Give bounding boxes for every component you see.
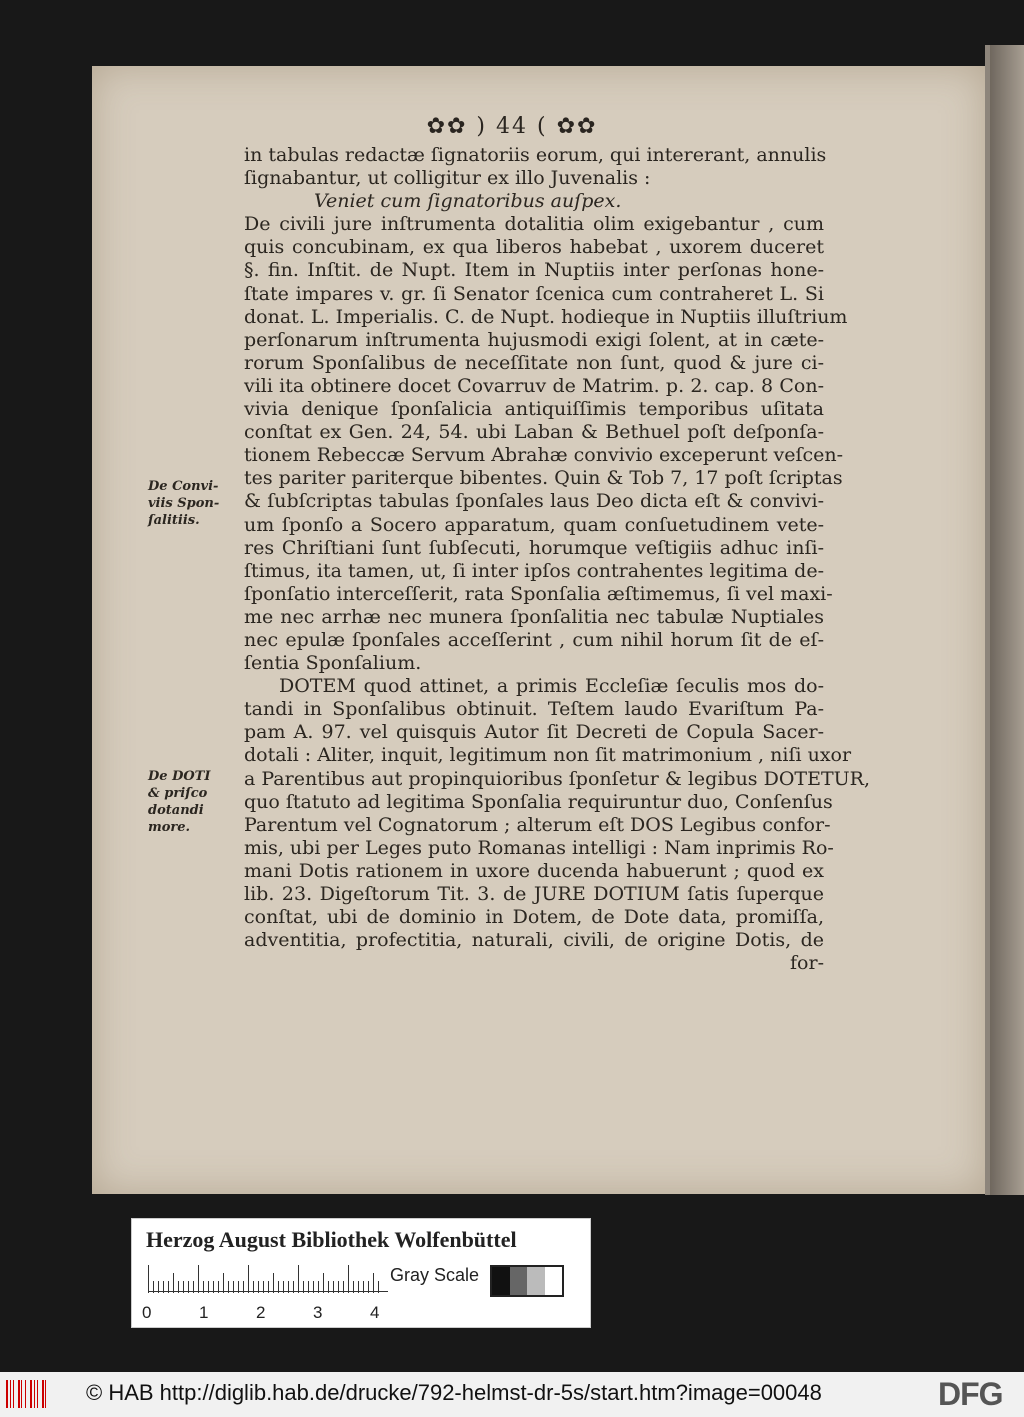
ruler-tick bbox=[148, 1265, 149, 1293]
margin-note-line: De DOTI bbox=[148, 769, 211, 784]
text-line: mis, ubi per Leges puto Romanas intelligi : Nam inprimis Ro- bbox=[244, 836, 834, 859]
ruler-number: 2 bbox=[256, 1303, 266, 1322]
margin-note-dos bbox=[148, 768, 210, 836]
ruler-tick bbox=[343, 1281, 344, 1293]
text-line: dotali : Aliter, inquit, legitimum non ſit matrimonium , niſi uxor bbox=[244, 744, 852, 767]
margin-note-line: dotandi bbox=[148, 803, 204, 818]
page-number: ✿✿ ) 44 ( ✿✿ bbox=[426, 114, 598, 139]
gray-swatch bbox=[510, 1267, 528, 1295]
ruler-tick bbox=[353, 1281, 354, 1293]
ruler-number: 4 bbox=[370, 1303, 380, 1322]
library-name: Herzog August Bibliothek Wolfenbüttel bbox=[146, 1227, 517, 1252]
text-line: & ſubſcriptas tabulas ſponſales laus Deo dicta eſt & convivi- bbox=[244, 490, 824, 513]
ruler-tick bbox=[168, 1281, 169, 1293]
text-line: nec epulæ ſponſales acceſſerint , cum nihil horum ſit de eſ- bbox=[244, 628, 824, 651]
ruler-tick bbox=[313, 1281, 314, 1293]
text-line: tionem Rebeccæ Servum Abrahæ convivio exceperunt veſcen- bbox=[244, 444, 844, 467]
margin-note-convivia bbox=[148, 478, 219, 529]
ruler-tick bbox=[253, 1281, 254, 1293]
ruler-tick bbox=[238, 1281, 239, 1293]
ruler-tick bbox=[303, 1281, 304, 1293]
ruler-tick bbox=[273, 1273, 274, 1293]
ruler-tick bbox=[308, 1281, 309, 1293]
ruler-tick bbox=[348, 1265, 349, 1293]
text-line: for- bbox=[790, 952, 824, 975]
ruler-tick bbox=[233, 1281, 234, 1293]
ruler-tick bbox=[193, 1281, 194, 1293]
ruler-tick bbox=[218, 1281, 219, 1293]
ruler-tick bbox=[363, 1281, 364, 1293]
ruler-tick bbox=[298, 1265, 299, 1293]
text-line: ſignabantur, ut colligitur ex illo Juvenalis : bbox=[244, 167, 651, 190]
text-line: DOTEM quod attinet, a primis Eccleſiæ ſeculis mos do- bbox=[279, 675, 824, 698]
barcode-icon bbox=[6, 1380, 48, 1408]
ruler-numbers bbox=[142, 1303, 392, 1323]
color-scale-card bbox=[131, 1218, 591, 1328]
ruler-number: 1 bbox=[199, 1303, 209, 1322]
text-line: quis concubinam, ex qua liberos habebat , uxorem duceret bbox=[244, 236, 824, 259]
ruler-tick bbox=[248, 1265, 249, 1293]
text-line: vivia denique ſponſalicia antiquiſſimis temporibus uſitata bbox=[244, 398, 824, 421]
gray-scale-label: Gray Scale bbox=[390, 1265, 480, 1285]
text-line: ſentia Sponſalium. bbox=[244, 652, 422, 675]
ruler-tick bbox=[173, 1273, 174, 1293]
ruler-tick bbox=[378, 1281, 379, 1293]
text-line: Parentum vel Cognatorum ; alterum eſt DOS Legibus confor- bbox=[244, 813, 831, 836]
ruler-tick bbox=[338, 1281, 339, 1293]
margin-note-line: De Convi- bbox=[148, 479, 219, 494]
text-line: um ſponſo a Socero apparatum, quam conſuetudinem vete- bbox=[244, 513, 824, 536]
ruler bbox=[148, 1263, 388, 1293]
ruler-tick bbox=[163, 1281, 164, 1293]
text-line: §. fin. Inſtit. de Nupt. Item in Nuptiis inter perſonas hone- bbox=[244, 259, 824, 282]
ruler-tick bbox=[328, 1281, 329, 1293]
text-line: ſtimus, ita tamen, ut, ſi inter ipſos contrahentes legitima de- bbox=[244, 559, 824, 582]
ruler-tick bbox=[293, 1281, 294, 1293]
text-line: mani Dotis rationem in uxore ducenda habuerunt ; quod ex bbox=[244, 859, 824, 882]
ruler-tick bbox=[258, 1281, 259, 1293]
text-line: conſtat ex Gen. 24, 54. ubi Laban & Bethuel poſt deſponſa- bbox=[244, 421, 824, 444]
text-line: donat. L. Imperialis. C. de Nupt. hodieque in Nuptiis illuſtrium bbox=[244, 305, 848, 328]
text-line: lib. 23. Digeſtorum Tit. 3. de JURE DOTIUM ſatis ſuperque bbox=[244, 883, 824, 905]
ruler-tick bbox=[228, 1281, 229, 1293]
ruler-tick bbox=[368, 1281, 369, 1293]
ruler-tick bbox=[188, 1281, 189, 1293]
gray-swatch bbox=[527, 1267, 545, 1295]
ruler-tick bbox=[373, 1273, 374, 1293]
ruler-tick bbox=[183, 1281, 184, 1293]
adjacent-page-edge bbox=[985, 45, 1024, 1195]
ruler-tick bbox=[278, 1281, 279, 1293]
text-line: ſponſatio interceſſerit, rata Sponſalia æſtimemus, ſi vel maxi- bbox=[244, 582, 833, 605]
text-line: tandi in Sponſalibus obtinuit. Teſtem laudo Evariſtum Pa- bbox=[244, 698, 824, 721]
text-line: quo ſtatuto ad legitima Sponſalia requiruntur duo, Conſenſus bbox=[244, 790, 833, 813]
ruler-tick bbox=[288, 1281, 289, 1293]
margin-note-line: & priſco bbox=[148, 786, 208, 801]
ruler-tick bbox=[198, 1265, 199, 1293]
ruler-tick bbox=[153, 1281, 154, 1293]
source-url[interactable]: © HAB http://diglib.hab.de/drucke/792-helmst-dr-5s/start.htm?image=00048 bbox=[86, 1380, 822, 1405]
text-line: adventitia, profectitia, naturali, civili, de origine Dotis, de bbox=[244, 929, 824, 952]
ruler-tick bbox=[283, 1281, 284, 1293]
gray-scale-swatches bbox=[490, 1265, 564, 1297]
ruler-tick bbox=[333, 1281, 334, 1293]
text-line: vili ita obtinere docet Covarruv de Matrim. p. 2. cap. 8 Con- bbox=[244, 374, 824, 397]
ruler-number: 3 bbox=[313, 1303, 323, 1322]
text-line: pam A. 97. vel quisquis Autor ſit Decreti de Copula Sacer- bbox=[244, 721, 824, 744]
text-line: a Parentibus aut propinquioribus ſponſetur & legibus DOTETUR, bbox=[244, 767, 870, 790]
ruler-tick bbox=[178, 1281, 179, 1293]
gray-swatch bbox=[492, 1267, 510, 1295]
ruler-tick bbox=[213, 1281, 214, 1293]
dfg-logo: DFG bbox=[938, 1376, 1003, 1412]
text-line: tes pariter pariterque bibentes. Quin & Tob 7, 17 poſt ſcriptas bbox=[244, 467, 843, 490]
text-line: Veniet cum ſignatoribus auſpex. bbox=[314, 190, 622, 213]
ruler-tick bbox=[158, 1281, 159, 1293]
text-line: perſonarum inſtrumenta hujusmodi exigi ſolent, at in cæte- bbox=[244, 328, 824, 351]
text-line: ſtate impares v. gr. ſi Senator ſcenica cum contraheret L. Si bbox=[244, 282, 824, 305]
text-line: in tabulas redactæ ſignatoriis eorum, qui intererant, annulis bbox=[244, 144, 827, 166]
ruler-tick bbox=[268, 1281, 269, 1293]
text-line: conſtat, ubi de dominio in Dotem, de Dote data, promiſſa, bbox=[244, 906, 824, 929]
text-line: rorum Sponſalibus de neceſſitate non ſunt, quod & jure ci- bbox=[244, 351, 824, 374]
body-text bbox=[244, 144, 870, 975]
margin-note-line: ſalitiis. bbox=[148, 513, 200, 528]
footer-bar bbox=[0, 1372, 1024, 1417]
ruler-tick bbox=[318, 1281, 319, 1293]
text-line: De civili jure inſtrumenta dotalitia olim exigebantur , cum bbox=[244, 213, 824, 236]
ruler-tick bbox=[243, 1281, 244, 1293]
ruler-number: 0 bbox=[142, 1303, 152, 1322]
ruler-tick bbox=[223, 1273, 224, 1293]
margin-note-line: viis Spon- bbox=[148, 496, 220, 511]
ruler-tick bbox=[208, 1281, 209, 1293]
text-line: me nec arrhæ nec munera ſponſalitia nec tabulæ Nuptiales bbox=[244, 605, 824, 628]
text-line: res Chriſtiani ſunt ſubſecuti, horumque veſtigiis adhuc inſi- bbox=[244, 536, 824, 559]
ruler-tick bbox=[358, 1281, 359, 1293]
gray-swatch bbox=[545, 1267, 563, 1295]
ruler-tick bbox=[203, 1281, 204, 1293]
ruler-tick bbox=[263, 1281, 264, 1293]
ruler-tick bbox=[323, 1273, 324, 1293]
margin-note-line: more. bbox=[148, 820, 191, 835]
page-header bbox=[0, 114, 1024, 139]
